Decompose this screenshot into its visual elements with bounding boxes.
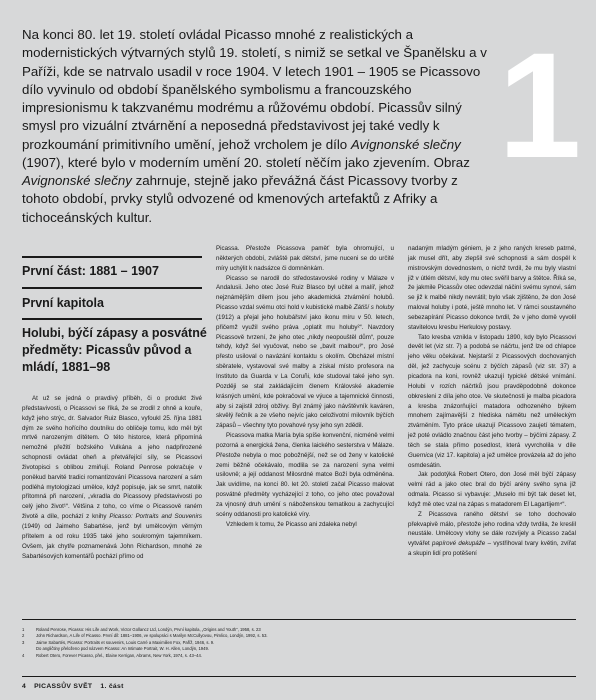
body-paragraph: Vzhledem k tomu, že Picasso ani zdaleka nebyl [226, 520, 357, 528]
body-paragraph: At už se jedná o pravdivý příběh, či o produkt živé představivosti, o Picassovi se říká, že se zrodil z ohně a kouře, když jeho strýc, dr. Salvador Ruiz Blasco, vyfoukl 25. října 1881 dým ze svého hořícího doutníku do obličeje tomu, kdo měl být mrtvě narozeným dítětem. O této historce, která připomíná nemožné přežití božského Vulkána a jeho nadpřirozené schopnosti ovládat oheň a přetvářející síly, se Picassovi životopisci s oblibou zmiňují. Roland Penrose pokračuje v poněkud barvité tradici romantizování Picassova narození a sám podléhá mytologizaci umělce, když popisuje, jak se smrt, natolik přítomná při narození, „vkradla do Picassovy představivosti po celý jeho život¹“. Většina z toho, co víme o Picassově raném životě a díle, pochází z knihy Picasso: Portraits and Souvenirs (1949) od Jaimeho Sabartése, jenž byl umělcovým věrným přítelem a od roku 1935 také jeho soukromým tajemníkem. Ovšem, jak chytře poznamenává John Richardson, mnohé ze Sabartésových komentářů pochází přímo od [22, 395, 202, 560]
body-paragraph: Picassa. Přestože Picassova paměť byla ohromující, u některých období, zvláště pak dětství, jsme nuceni se do určité míry uchýlit k nadsázce či domněnkám. [216, 245, 394, 272]
footnote: 4 Robert Otero, Forever Picasso, přel., Elaine Kerrigan, Abrams, New York, 1974, s. 43–44. [22, 652, 202, 658]
divider-rule [22, 256, 202, 258]
text-column-3 [408, 244, 576, 559]
text-column-1 [22, 394, 202, 561]
chapter-label: První kapitola [22, 296, 104, 310]
footnote: 3 Jaime Sabartés, Picasso: Portraits et souvenirs, Louis Carré a Maximilien Fox, Paříž, 1946, s. 9. [22, 639, 215, 645]
page-footer [22, 683, 132, 690]
chapter-title: Holubi, býčí zápasy a posvátné předměty: Picassův původ a mládí, 1881–98 [22, 326, 207, 374]
footnote: 2 John Richardson, A Life of Picasso. První díl: 1881–1906, ve spolupráci s Marilyn McCullyovou, Pimlico, Londýn, 1992, s. 53. [22, 633, 268, 639]
section-label: 1. část [100, 683, 124, 690]
footer-rule [22, 676, 576, 677]
book-title: PICASSŮV SVĚT [34, 683, 93, 690]
intro-paragraph: Na konci 80. let 19. století ovládal Picasso mnohé z realistických a modernistických výtvarných stylů 19. století, s nimiž se setkal ve Španělsku a v Paříži, kde se natrvalo usadil v roce 1904. V letech 1901 – 1905 se Picassovo dílo vyvinulo od období španělského symbolismu a francouzského impresionismu k takzvanému modrému a růžovému období. Picassův silný smysl pro vizuální ztvárnění a neposedná představivost jej také vedly k prozkoumání primitivního umění, jehož vrcholem je dílo Avignonské slečny (1907), které bylo v moderním umění 20. století něčím jako zjevením. Obraz Avignonské slečny zahrnuje, stejně jako převážná část Picassovy tvorby z tohoto období, prvky stylů odvozené od kmenových artefaktů z Afriky a tichoceánských kultur. [22, 27, 487, 225]
chapter-number: 1 [498, 21, 582, 189]
body-paragraph: Jak podotýká Robert Otero, don José měl býčí zápasy velmi rád a jako otec bral do býčí arény svého syna již odmala. Picasso si vybavuje: „Muselo mi být tak deset let, když mě otec vzal na zápas s matadorem El Lagartijem⁴“. [408, 471, 576, 508]
body-paragraph: Picasso se narodil do středostavovské rodiny v Málaze v Andalusii. Jeho otec José Ruiz Blasco byl učitel a malíř, jehož nejznámějším dílem jsou jeho akademická ztvárnění holubů. Picasso vzdal svému otci hold v kubistické malbě Zátiší s holuby (1912) a přejal jeho holubářství jako ikonu míru v 50. letech, přičemž využil svého práva „oplatit mu holuby²“. Navzdory Picassově tvrzení, že jeho otec „nikdy neopouštěl dům“, pouze tehdy, když šel vyučovat, nebo se „bavit malbou³“, pro José přesto usiloval o navázání kontaktu s okolím. Obcházel místní sběratele, vystavoval své malby a získal místo profesora na Instituto da Guarda v La Coruñi, kde studoval také jeho syn. Později se stal zakládajícím členem Královské akademie krásných umění, kde pokračoval ve výuce a tajemnické činnosti, aby si zajistil zdroj obživy. Byl známý jako návštěvník kaváren, skvělý řečník a ze všeho nejvíc jako celoživotní milovník býčích zápasů – všechny tyto povahové rysy jeho syn zdědil. [216, 274, 394, 430]
footnote: 1 Roland Penrose, Picasso: His Life and Work, Victor Gollancz Ltd, Londýn, První kapitola, „Origins and Youth“, 1958, s. 23 [22, 627, 261, 632]
footnote-rule [22, 619, 576, 620]
footnote: Do angličtiny přeloženo pod názvem Picasso: An Intimate Portrait, W. H. Allen, Londýn, 1949. [36, 646, 209, 652]
divider-rule [22, 287, 202, 289]
body-paragraph: nadaným mladým géniem, je z jeho raných kreseb patrné, jak musel dřít, aby zlepšil své schopnosti a sám dospěl k mistrovským dovednostem, o nichž tvrdil, že mu byly vlastní již v útlém dětství, kdy mu otec svěřil barvy a štětce. Říká se, že jakmile Picassův otec odevzdal náčiní svému synovi, sám se již k malbě nikdy nevrátil; bylo však zjištěno, že don José maloval holuby i poté, ještě mnoho let. V rámci soustavného sebezapírání Picasso dokonce tvrdil, že v jeho domě vyvolil stavitelovu kresbu Herkulovy postavy. [408, 245, 576, 331]
intro-text [22, 26, 492, 227]
page-number: 4 [22, 683, 27, 690]
body-paragraph: Z Picassova raného dětství se toho dochovalo překvapivě málo, přestože jeho rodina vždy tvrdila, že kreslil neustále. Umělcovy vlohy se dále rozvíjely a Picasso začal vytvářet papírové dekupáže – vystřihoval tvary květin, zvířat a skupin lidí pro potěšení [408, 510, 576, 558]
body-paragraph: Tato kresba vznikla v listopadu 1890, kdy bylo Picassovi devět let (viz str. 7) a podobá se náčrtu, jenž lze od chlapce jeho věku očekávat. Nejstarší z Picassových dochovaných děl, jež zachycuje scénu z býčích zápasů (viz str. 37) a picadora na koni, rovněž ukazují typické dětské vnímání. Holubi v rozích náčrtků jsou pravděpodobně dokonce obkresleni z díla jeho otce. Ve skutečnosti je malba picadora a kresba znázorňující matadora odhozeného býkem mnohem zajímavější z hlediska námětu než uměleckým ztvárněním. Tyto práce ukazují Picassovo zaujetí tématem, jež poté ovládlo značnou část jeho tvorby – býčími zápasy. Z těch se stala přímo posedlost, která vyvrcholila v díle Guernica (viz 17. kapitola) a jež umělce provázela až do jeho osmdesátin. [408, 333, 576, 469]
body-paragraph: Picassova matka María byla spíše konvenční, nicméně velmi pozorná a energická žena, členka laického sesterstva v Málaze. Přestože nebyla o moc pobožnější, než se od ženy v katolické zemi běžně očekávalo, modlila se za narození syna velmi usilovně; a její oddanost Milosrdné matce Boží byla odměněna. Jak uvidíme, na konci 80. let 20. století začal Picasso malovat posvátné předměty vycházející z toho, co jeho otec považoval za vjnosný druh umění s náboženskou tematikou a zachycující scény oddanosti pro katolické víry. [216, 432, 394, 518]
part-title: První část: 1881 – 1907 [22, 264, 159, 278]
footnotes [22, 627, 382, 659]
divider-rule [22, 318, 202, 320]
text-column-2 [216, 244, 394, 529]
